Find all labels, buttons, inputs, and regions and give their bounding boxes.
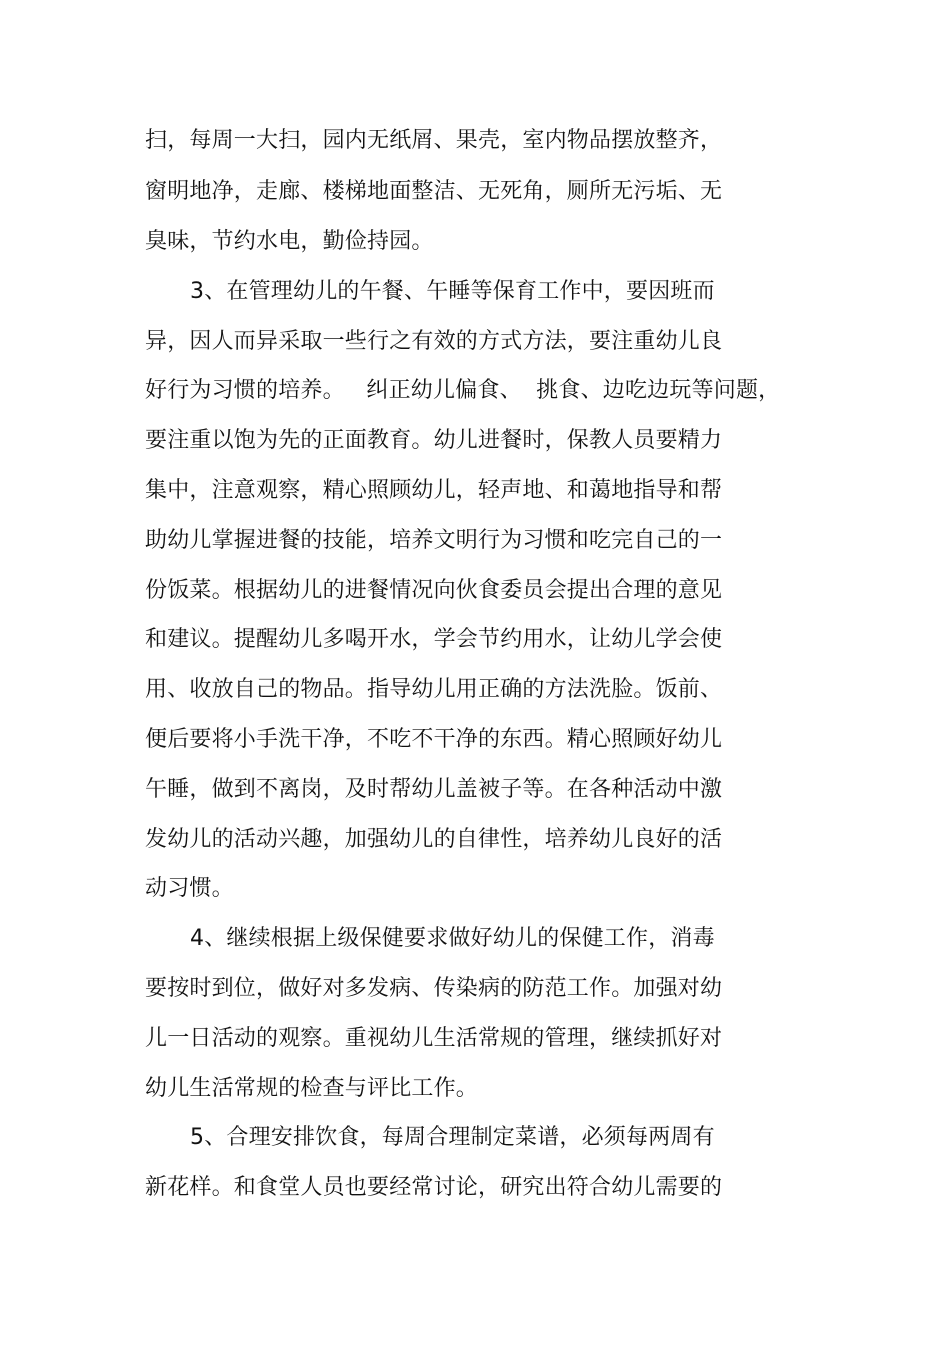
text-line: 窗明地净，走廊、楼梯地面整洁、无死角，厕所无污垢、无 — [145, 179, 723, 204]
text-line: 幼儿生活常规的检查与评比工作。 — [145, 1076, 479, 1101]
text-line: 要注重以饱为先的正面教育。幼儿进餐时，保教人员要精力 — [145, 428, 723, 453]
paragraph-3-first-line: 3、在管理幼儿的午餐、午睡等保育工作中，要因班而 — [190, 279, 715, 304]
paragraph-5-first-line: 5、合理安排饮食，每周合理制定菜谱，必须每两周有 — [190, 1125, 715, 1150]
text-line: 午睡，做到不离岗，及时帮幼儿盖被子等。在各种活动中激 — [145, 777, 723, 802]
text-line: 要按时到位，做好对多发病、传染病的防范工作。加强对幼 — [145, 976, 723, 1001]
text-line: 便后要将小手洗干净，不吃不干净的东西。精心照顾好幼儿 — [145, 727, 723, 752]
text-line: 异，因人而异采取一些行之有效的方式方法，要注重幼儿良 — [145, 329, 723, 354]
text-line: 动习惯。 — [145, 876, 234, 901]
text-line: 扫，每周一大扫，园内无纸屑、果壳，室内物品摆放整齐， — [145, 128, 723, 153]
text-line: 和建议。提醒幼儿多喝开水，学会节约用水，让幼儿学会使 — [145, 627, 723, 652]
paragraph-4-first-line: 4、继续根据上级保健要求做好幼儿的保健工作，消毒 — [190, 926, 715, 951]
text-line: 儿一日活动的观察。重视幼儿生活常规的管理，继续抓好对 — [145, 1026, 723, 1051]
text-line: 助幼儿掌握进餐的技能，培养文明行为习惯和吃完自己的一 — [145, 528, 723, 553]
text-line: 集中，注意观察，精心照顾幼儿，轻声地、和蔼地指导和帮 — [145, 478, 723, 503]
text-line: 好行为习惯的培养。 纠正幼儿偏食、 挑食、边吃边玩等问题， — [145, 378, 781, 403]
text-line: 发幼儿的活动兴趣，加强幼儿的自律性，培养幼儿良好的活 — [145, 827, 723, 852]
text-line: 臭味，节约水电，勤俭持园。 — [145, 229, 434, 254]
text-line: 用、收放自己的物品。指导幼儿用正确的方法洗脸。饭前、 — [145, 677, 723, 702]
text-line: 份饭菜。根据幼儿的进餐情况向伙食委员会提出合理的意见 — [145, 578, 723, 603]
text-line: 新花样。和食堂人员也要经常讨论，研究出符合幼儿需要的 — [145, 1175, 723, 1200]
